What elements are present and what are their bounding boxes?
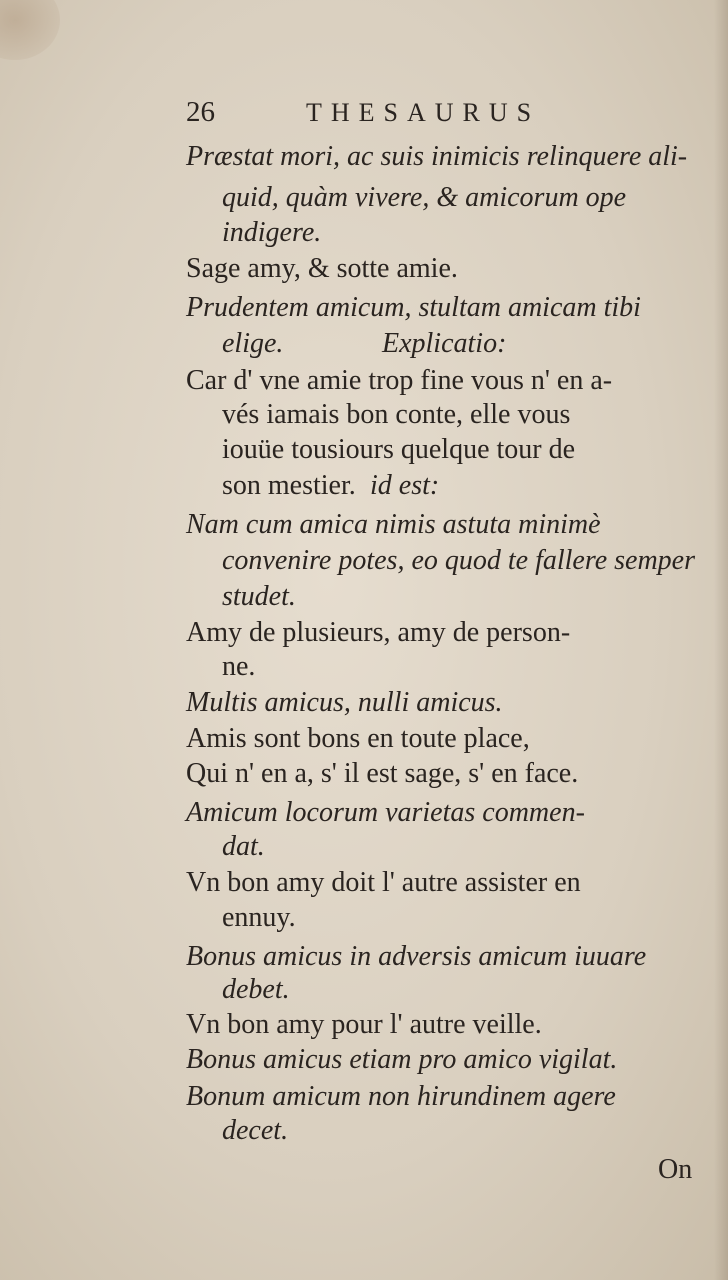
text-line: debet. xyxy=(222,974,290,1005)
text-line: iouüe tousiours quelque tour de xyxy=(222,434,576,465)
text-line: Vn bon amy pour l' autre veille. xyxy=(186,1009,542,1040)
text-line: vés iamais bon conte, elle vous xyxy=(222,399,571,430)
text-line: indigere. xyxy=(222,217,322,248)
text-line: Car d' vne amie trop fine vous n' en a- xyxy=(186,365,613,396)
text-line: Bonus amicus in adversis amicum iuuare xyxy=(186,941,647,972)
text-line: Bonum amicum non hirundinem agere xyxy=(186,1081,616,1112)
text-line: studet. xyxy=(222,581,296,612)
page-edge-shadow xyxy=(714,0,728,1280)
text-line: convenire potes, eo quod te fallere semper xyxy=(222,545,696,576)
text-line: Prudentem amicum, stultam amicam tibi xyxy=(186,292,641,323)
page-header xyxy=(186,96,616,136)
text-line: son mestier. xyxy=(222,470,356,501)
text-line: dat. xyxy=(222,831,265,862)
text-line: Nam cum amica nimis astuta minimè xyxy=(186,509,601,540)
running-title: THESAURUS xyxy=(306,98,541,127)
text-line: Amy de plusieurs, amy de person- xyxy=(186,617,571,648)
text-line: decet. xyxy=(222,1115,289,1146)
text-line: Sage amy, & sotte amie. xyxy=(186,253,458,284)
text-line: Amicum locorum varietas commen- xyxy=(186,797,585,828)
text-line: Explicatio: xyxy=(382,328,507,359)
text-line: quid, quàm vivere, & amicorum ope xyxy=(222,182,627,213)
text-line: Amis sont bons en toute place, xyxy=(186,723,530,754)
text-line: ennuy. xyxy=(222,902,296,933)
text-line: Vn bon amy doit l' autre assister en xyxy=(186,867,581,898)
text-line: Qui n' en a, s' il est sage, s' en face. xyxy=(186,758,579,789)
text-line: elige. xyxy=(222,328,284,359)
catchword: On xyxy=(658,1154,693,1185)
page-number: 26 xyxy=(186,96,215,128)
text-line: ne. xyxy=(222,651,256,682)
text-line: Præstat mori, ac suis inimicis relinquere ali- xyxy=(186,141,688,172)
text-line: id est: xyxy=(370,470,440,501)
text-line: Bonus amicus etiam pro amico vigilat. xyxy=(186,1044,618,1075)
page-stain xyxy=(0,0,60,60)
text-line: Multis amicus, nulli amicus. xyxy=(186,687,503,718)
